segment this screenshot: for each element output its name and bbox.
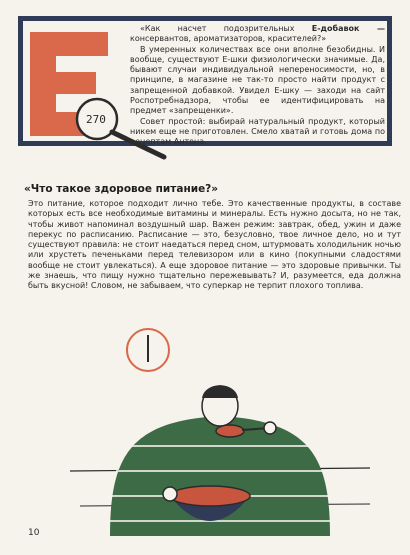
question-paragraph bbox=[130, 24, 385, 45]
info-box-text bbox=[130, 24, 385, 148]
advice-paragraph: Совет простой: выбирай натуральный продукт, который никем еще не приготовлен. Смело хватай и готовь дома по рецептам Антона. bbox=[130, 116, 385, 147]
eating-person-illustration bbox=[70, 376, 370, 536]
question-suffix: консервантов, ароматизаторов, красителей?» bbox=[130, 34, 327, 44]
e-code-label: 270 bbox=[86, 113, 106, 126]
question-prefix: «Как насчет подозрительных bbox=[140, 24, 312, 33]
section-body: Это питание, которое подходит лично тебе. Это качественные продукты, в составе которых есть все необходимые витамины и минералы. Есть нужно досыта, но не так, чтобы живот напоминал воздушный шар. Важен режим: завтрак, обед, ужин и даже перекус по расписанию. Расписание — это, безусловно, твое личное дело, но и тут существуют правила: не стоит наедаться перед сном, штурмовать холодильник ночью или хрустеть печеньками перед телевизором или в кино (покупными сладостями вообще не стоит увлекаться). А еще здоровое питание — это здоровые привычки. Ты же знаешь, что пищу нужно тщательно пережевывать? И, разумеется, еда должна быть вкусной! Словом, не забываем, что суперкар не терпит плохого топлива. bbox=[28, 199, 401, 291]
section-heading: «Что такое здоровое питание?» bbox=[24, 183, 219, 195]
clock-icon bbox=[124, 326, 172, 374]
page-number: 10 bbox=[28, 528, 40, 538]
answer-paragraph: В умеренных количествах все они вполне безобидны. И вообще, существуют E-шки физиологически значимые. Да, бывают случаи индивидуальной непереносимости, но, в принципе, в магазине не так-то просто найти продукт с запрещенной добавкой. Увидел Е-шку — заходи на сайт Роспотребнадзора, чтобы ее идентифицировать на предмет «запрещенки». bbox=[130, 44, 385, 116]
question-bold: E-добавок — bbox=[311, 24, 385, 33]
